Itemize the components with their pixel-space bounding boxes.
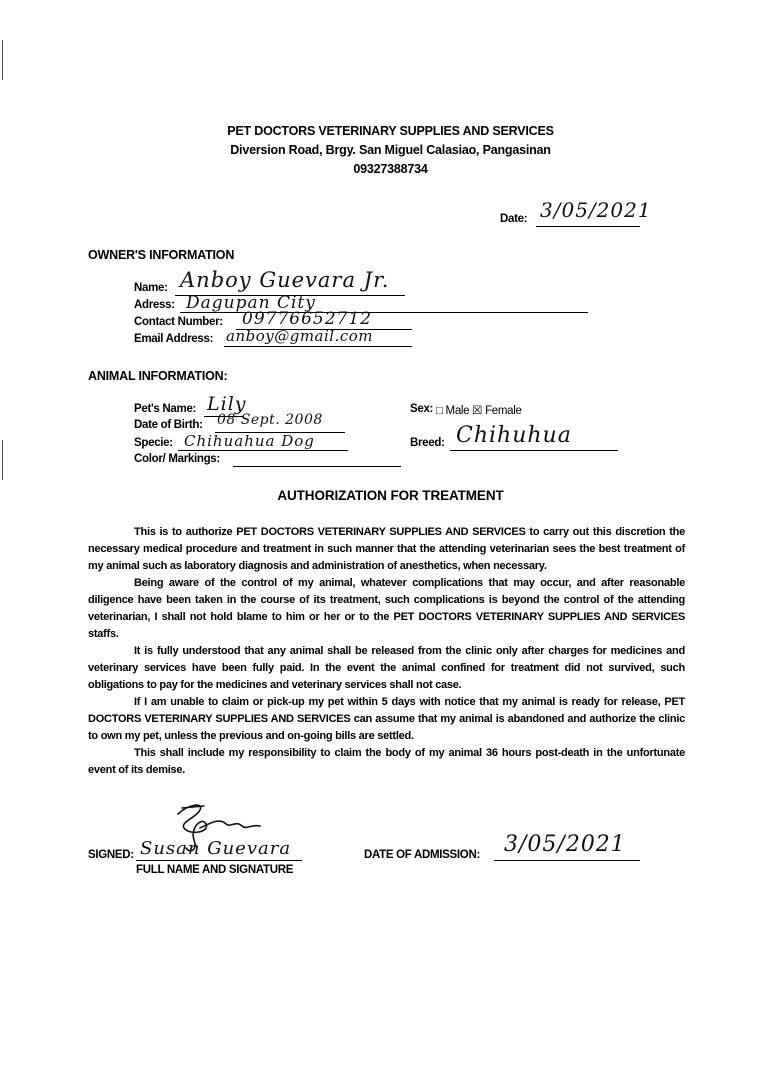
admission-date-value: 3/05/2021 [504,832,626,857]
owner-contact-label: Contact Number: [134,316,223,328]
owner-contact-value: 09776652712 [242,309,372,329]
breed-value: Chihuhua [456,423,572,448]
sex-options: □ Male ☒ Female [436,405,522,417]
owner-name-value: Anboy Guevara Jr. [180,268,390,292]
authorization-paragraph: This shall include my responsibility to claim the body of my animal 36 hours post-death in the unfortunate event of its demise. [88,747,685,776]
owner-email-line [224,346,412,347]
admission-date-label: DATE OF ADMISSION: [364,849,480,861]
breed-line [450,450,618,451]
color-markings-line [233,466,401,467]
authorization-paragraph: It is fully understood that any animal shall be released from the clinic only after charges for medicines and veterinary services have been fully paid. In the event the animal confined for treatment did not survived, such obligations to pay for the medicines and veterinary services shall not case. [88,645,685,691]
species-line [178,450,348,451]
clinic-phone: 09327388734 [353,162,428,176]
clinic-name: PET DOCTORS VETERINARY SUPPLIES AND SERVICES [227,124,554,138]
pet-name-value: Lily [207,393,247,415]
authorization-title: AUTHORIZATION FOR TREATMENT [277,488,504,503]
authorization-paragraph: This is to authorize PET DOCTORS VETERINARY SUPPLIES AND SERVICES to carry out this discretion the necessary medical procedure and treatment in such manner that the attending veterinarian sees the best treatment of my animal such as laboratory diagnosis and administration of anesthetics, when necessary. [88,526,685,572]
dob-value: 08 Sept. 2008 [217,412,323,428]
dob-label: Date of Birth: [134,419,203,431]
species-label: Specie: [134,437,173,449]
sex-label: Sex: [410,403,434,415]
signature-caption: FULL NAME AND SIGNATURE [136,864,294,876]
clinic-address: Diversion Road, Brgy. San Miguel Calasiao, Pangasinan [230,143,551,157]
owner-address-value: Dagupan City [186,293,316,313]
date-value: 3/05/2021 [540,198,652,222]
scan-edge [2,40,3,80]
pet-name-label: Pet's Name: [134,403,197,415]
admission-date-line [494,860,640,861]
owner-name-label: Name: [134,282,168,294]
animal-section-title: ANIMAL INFORMATION: [88,369,228,383]
color-markings-label: Color/ Markings: [134,453,220,465]
species-value: Chihuahua Dog [184,432,315,450]
date-line [536,226,640,227]
authorization-paragraph: Being aware of the control of my animal, whatever complications that may occur, and after reasonable diligence have been taken in the course of its treatment, such complications is beyond the control of the attending veterinarian, I shall not hold blame to him or her or to the PET DOCTORS VETERINARY SUPPLIES AND SERVICES staffs. [88,577,685,640]
owner-address-label: Adress: [134,299,175,311]
signed-name: Susan Guevara [140,838,292,859]
owner-email-label: Email Address: [134,333,214,345]
authorization-body [88,524,685,779]
owner-section-title: OWNER'S INFORMATION [88,248,235,262]
signed-label: SIGNED: [88,849,134,861]
authorization-paragraph: If I am unable to claim or pick-up my pet within 5 days with notice that my animal is ready for release, PET DOCTORS VETERINARY SUPPLIES AND SERVICES can assume that my animal is abandoned and authorize the clinic to own my pet, unless the previous and on-going bills are settled. [88,696,685,742]
date-label: Date: [500,213,528,225]
signature-line [136,860,302,861]
owner-email-value: anboy@gmail.com [226,327,373,345]
breed-label: Breed: [410,437,445,449]
scan-edge [2,440,3,480]
